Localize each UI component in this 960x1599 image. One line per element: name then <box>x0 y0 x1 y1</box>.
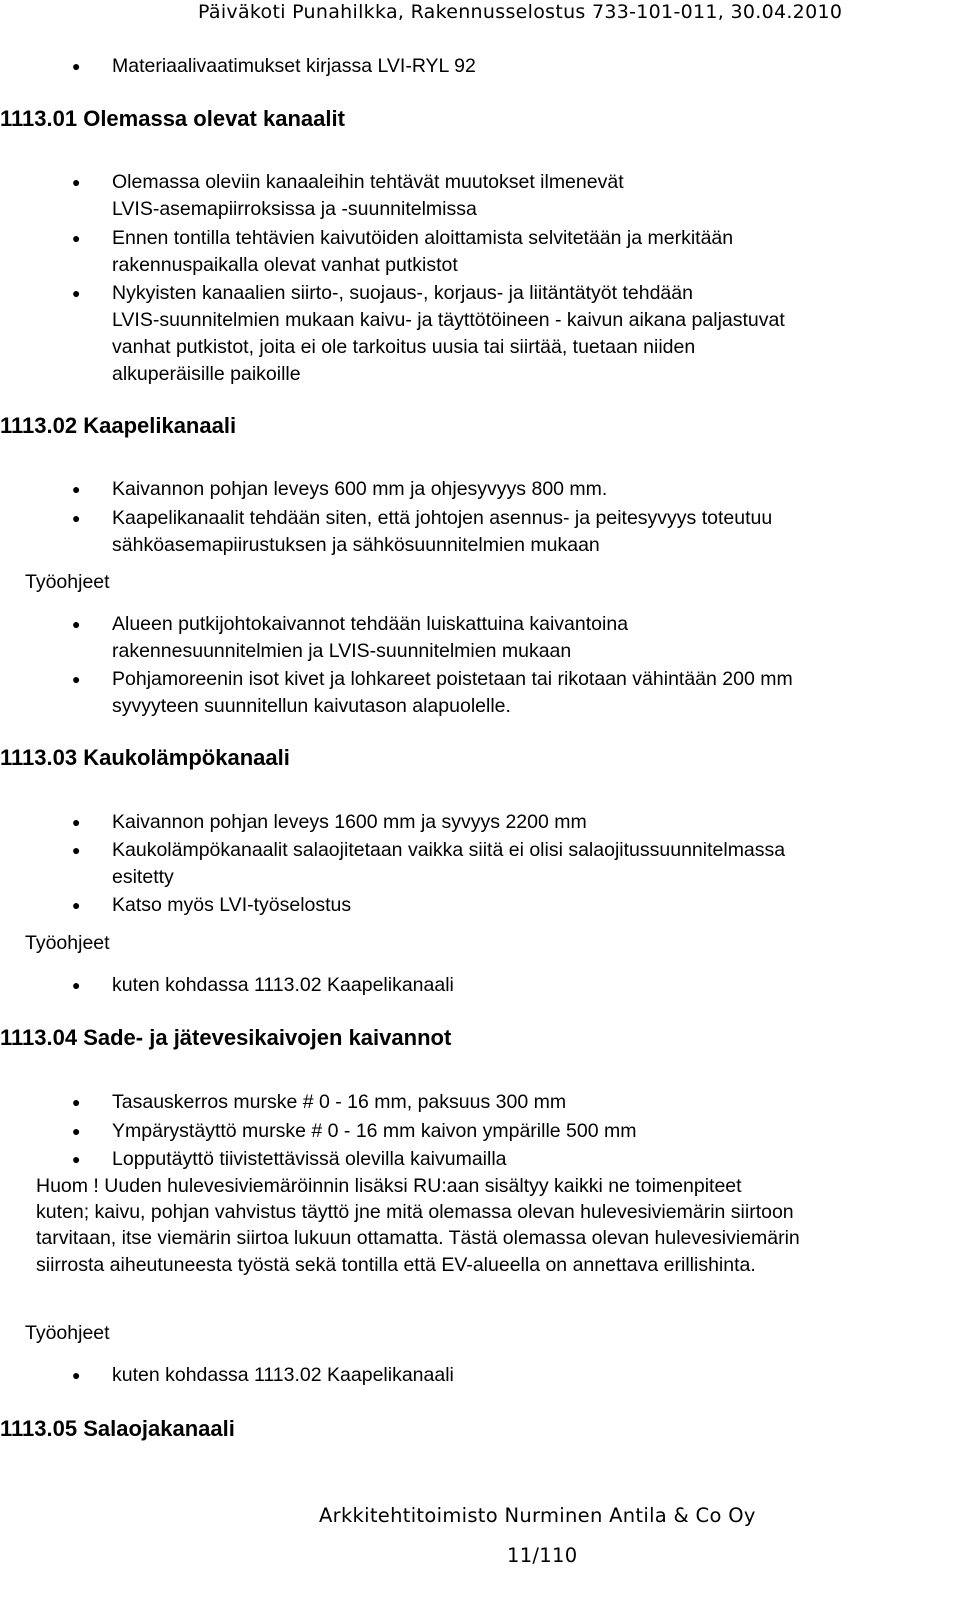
list-item-line: Lopputäyttö tiivistettävissä olevilla kaivumailla <box>112 1148 507 1170</box>
list-item-line: Kaukolämpökanaalit salaojitetaan vaikka siitä ei olisi salaojitussuunnitelmassa <box>112 839 786 861</box>
bullet-icon <box>72 611 80 638</box>
bullet-icon <box>72 505 80 532</box>
list-item-line: Tasauskerros murske # 0 - 16 mm, paksuus 300 mm <box>112 1091 567 1113</box>
page-number: 11/110 <box>507 1544 578 1567</box>
note-line: siirrosta aiheutuneesta työstä sekä tontilla että EV-alueella on annettava erillishinta. <box>36 1254 756 1276</box>
list-item-line: Olemassa oleviin kanaaleihin tehtävät muutokset ilmenevät <box>112 171 624 193</box>
intro-bullet: Materiaalivaatimukset kirjassa LVI-RYL 92 <box>112 55 476 77</box>
list-item-line: LVIS-suunnitelmien mukaan kaivu- ja täyttötöineen - kaivun aikana paljastuvat <box>112 309 785 331</box>
list-item-line: LVIS-asemapiirroksissa ja -suunnitelmissa <box>112 198 477 220</box>
section-heading-1113-02: 1113.02 Kaapelikanaali <box>0 413 237 438</box>
bullet-icon <box>72 666 80 693</box>
list-item-line: Kaivannon pohjan leveys 1600 mm ja syvyys 2200 mm <box>112 811 587 833</box>
list-item-line: sähköasemapiirustuksen ja sähkösuunnitelmien mukaan <box>112 534 600 556</box>
bullet-icon <box>72 892 80 919</box>
document-header: Päiväkoti Punahilkka, Rakennusselostus 733-101-011, 30.04.2010 <box>198 1 843 23</box>
section-heading-1113-01: 1113.01 Olemassa olevat kanaalit <box>0 106 345 131</box>
bullet-icon <box>72 53 80 80</box>
bullet-icon <box>72 225 80 252</box>
bullet-icon <box>72 837 80 864</box>
bullet-icon <box>72 280 80 307</box>
note-line: tarvitaan, itse viemärin siirtoa lukuun ottamatta. Tästä olemassa olevan hulevesiviemärin <box>36 1227 800 1249</box>
list-item-line: vanhat putkistot, joita ei ole tarkoitus uusia tai siirtää, tuetaan niiden <box>112 336 696 358</box>
note-line: kuten; kaivu, pohjan vahvistus täyttö jne mitä olemassa olevan hulevesiviemärin siirtoon <box>36 1201 794 1223</box>
section-heading-1113-03: 1113.03 Kaukolämpökanaali <box>0 745 290 770</box>
footer-company: Arkkitehtitoimisto Nurminen Antila & Co Oy <box>319 1504 756 1527</box>
section-heading-1113-05: 1113.05 Salaojakanaali <box>0 1416 235 1441</box>
bullet-icon <box>72 1118 80 1145</box>
list-item-line: Kaivannon pohjan leveys 600 mm ja ohjesyvyys 800 mm. <box>112 478 608 500</box>
list-item-line: Pohjamoreenin isot kivet ja lohkareet poistetaan tai rikotaan vähintään 200 mm <box>112 668 793 690</box>
bullet-icon <box>72 476 80 503</box>
list-item-line: syvyyteen suunnitellun kaivutason alapuolelle. <box>112 695 511 717</box>
bullet-icon <box>72 1362 80 1389</box>
subheading-tyoohjeet: Työohjeet <box>25 1322 110 1344</box>
list-item-line: Ympärystäyttö murske # 0 - 16 mm kaivon ympärille 500 mm <box>112 1120 637 1142</box>
note-line: Huom ! Uuden hulevesiviemäröinnin lisäksi RU:aan sisältyy kaikki ne toimenpiteet <box>36 1175 742 1197</box>
list-item-line: alkuperäisille paikoille <box>112 363 301 385</box>
bullet-icon <box>72 1089 80 1116</box>
list-item-line: Nykyisten kanaalien siirto-, suojaus-, korjaus- ja liitäntätyöt tehdään <box>112 282 693 304</box>
list-item-line: kuten kohdassa 1113.02 Kaapelikanaali <box>112 974 454 996</box>
subheading-tyoohjeet: Työohjeet <box>25 932 110 954</box>
list-item-line: kuten kohdassa 1113.02 Kaapelikanaali <box>112 1364 454 1386</box>
bullet-icon <box>72 169 80 196</box>
bullet-icon <box>72 972 80 999</box>
list-item-line: rakennuspaikalla olevat vanhat putkistot <box>112 254 458 276</box>
bullet-icon <box>72 1146 80 1173</box>
list-item-line: esitetty <box>112 866 174 888</box>
section-heading-1113-04: 1113.04 Sade- ja jätevesikaivojen kaivannot <box>0 1025 452 1050</box>
subheading-tyoohjeet: Työohjeet <box>25 571 110 593</box>
list-item-line: Katso myös LVI-työselostus <box>112 894 352 916</box>
bullet-icon <box>72 809 80 836</box>
list-item-line: Kaapelikanaalit tehdään siten, että johtojen asennus- ja peitesyvyys toteutuu <box>112 507 773 529</box>
list-item-line: rakennesuunnitelmien ja LVIS-suunnitelmien mukaan <box>112 640 572 662</box>
list-item-line: Ennen tontilla tehtävien kaivutöiden aloittamista selvitetään ja merkitään <box>112 227 734 249</box>
list-item-line: Alueen putkijohtokaivannot tehdään luiskattuina kaivantoina <box>112 613 629 635</box>
